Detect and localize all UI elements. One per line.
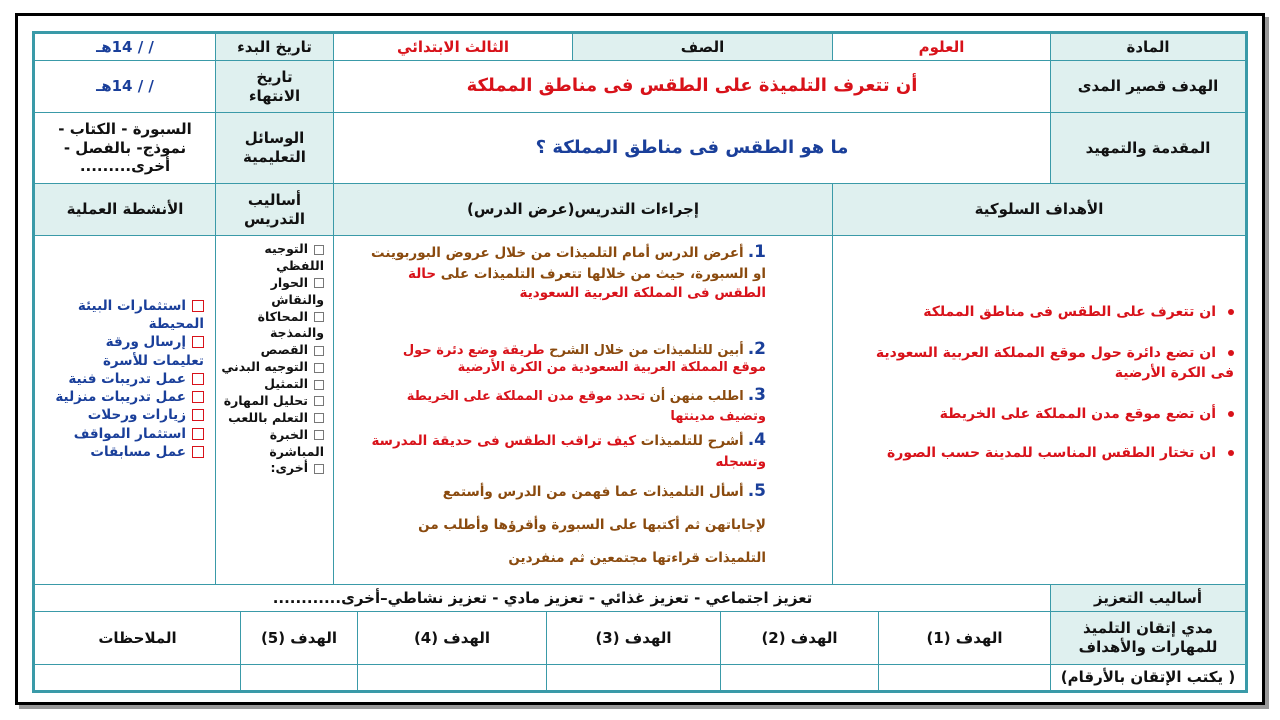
checkbox-icon[interactable] xyxy=(192,446,204,458)
bullet-icon xyxy=(1228,411,1234,417)
bullet-icon xyxy=(1228,450,1234,456)
checkbox-icon[interactable] xyxy=(314,396,324,406)
behavioral-goal: أن تضع موقع مدن المملكة على الخريطة xyxy=(854,405,1234,425)
bullet-icon xyxy=(1228,350,1234,356)
objective-value: أن تتعرف التلميذة على الطقس فى مناطق المملكة xyxy=(333,60,1051,113)
procedure-step-5-line-3: التلميذات قراءتها مجتمعين ثم منفردين xyxy=(508,550,766,566)
aids-value: السبورة - الكتاب - نموذج- بالفصل - أخرى......... xyxy=(34,112,216,184)
reinforcement-value: تعزيز اجتماعي - تعزيز غذائي - تعزيز مادي - تعزيز نشاطي–أخرى............ xyxy=(34,584,1051,612)
activity-item[interactable]: إرسال ورقة تعليمات للأسرة xyxy=(102,334,204,369)
method-item[interactable]: القصص xyxy=(220,342,324,359)
goal-3-header: الهدف (3) xyxy=(546,611,721,665)
activity-item[interactable]: عمل تدريبات فنية xyxy=(54,370,204,388)
checkbox-icon[interactable] xyxy=(192,409,204,421)
checkbox-icon[interactable] xyxy=(192,391,204,403)
method-item[interactable]: التمثيل xyxy=(220,376,324,393)
checkbox-icon[interactable] xyxy=(192,373,204,385)
method-item[interactable]: تحليل المهارة xyxy=(220,393,324,410)
goal-2-value[interactable] xyxy=(720,664,879,691)
method-item[interactable]: أخرى: xyxy=(220,460,324,477)
grade-label: الصف xyxy=(572,33,833,61)
behavioral-goal: ان تختار الطقس المناسب للمدينة حسب الصورة xyxy=(854,444,1234,464)
subject-label: المادة xyxy=(1050,33,1246,61)
goal-2-header: الهدف (2) xyxy=(720,611,879,665)
checkbox-icon[interactable] xyxy=(314,464,324,474)
checkbox-icon[interactable] xyxy=(314,380,324,390)
procedure-step-3: 3.اطلب منهن أن تحدد موقع مدن المملكة على الخريطة وتضيف مدينتها xyxy=(406,385,766,424)
procedure-step-5: 5.أسأل التلميذات عما فهمن من الدرس وأستمع xyxy=(442,481,766,501)
bullet-icon xyxy=(1228,309,1234,315)
method-item[interactable]: التوجيه البدني xyxy=(220,359,324,376)
reinforcement-label: أساليب التعزيز xyxy=(1050,584,1246,612)
objective-label: الهدف قصير المدى xyxy=(1050,60,1246,113)
subject-value: العلوم xyxy=(832,33,1051,61)
checkbox-icon[interactable] xyxy=(314,346,324,356)
procedure-step-1: 1.أعرض الدرس أمام التلميذات من خلال عروض البوربوينت او السبورة، حيث من خلالها تتعرف التلميذات على حالة الطقس فى المملكة العربية السعودية xyxy=(371,242,766,302)
end-date-value: / / 14هـ xyxy=(34,60,216,113)
checkbox-icon[interactable] xyxy=(192,428,204,440)
method-item[interactable]: المحاكاة والنمذجة xyxy=(257,308,324,341)
goal-5-header: الهدف (5) xyxy=(240,611,358,665)
notes-header: الملاحظات xyxy=(34,611,241,665)
start-date-label: تاريخ البدء xyxy=(215,33,334,61)
goal-5-value[interactable] xyxy=(240,664,358,691)
activities-list xyxy=(54,297,204,461)
checkbox-icon[interactable] xyxy=(314,312,324,322)
method-item[interactable]: التوجيه اللفظي xyxy=(264,241,324,273)
method-item[interactable]: الخبرة المباشرة xyxy=(269,426,324,459)
goal-4-value[interactable] xyxy=(357,664,547,691)
goal-1-header: الهدف (1) xyxy=(878,611,1051,665)
activities-header: الأنشطة العملية xyxy=(34,183,216,236)
notes-value[interactable] xyxy=(34,664,241,691)
aids-label: الوسائل التعليمية xyxy=(215,112,334,184)
activity-item[interactable]: استثمار المواقف xyxy=(54,425,204,443)
activity-item[interactable]: استثمارات البيئة المحيطة xyxy=(77,298,204,333)
goal-1-value[interactable] xyxy=(878,664,1051,691)
procedure-step-2: 2.أبين للتلميذات من خلال الشرح طريقة وضع دئرة حول موقع المملكة العربية السعودية من الكرة الأرضية xyxy=(402,339,766,376)
method-item[interactable]: الحوار والنقاش xyxy=(270,274,324,307)
checkbox-icon[interactable] xyxy=(314,363,324,373)
checkbox-icon[interactable] xyxy=(192,336,204,348)
mastery-note: ( يكتب الإتقان بالأرقام) xyxy=(1050,664,1246,691)
checkbox-icon[interactable] xyxy=(314,278,324,288)
goal-4-header: الهدف (4) xyxy=(357,611,547,665)
procedure-step-4: 4.أشرح للتلميذات كيف تراقب الطقس فى حديقة المدرسة وتسجله xyxy=(371,430,766,470)
activity-item[interactable]: عمل تدريبات منزلية xyxy=(54,388,204,406)
behavioral-goal: ان تضع دائرة حول موقع المملكة العربية السعودية فى الكرة الأرضية xyxy=(875,345,1234,381)
checkbox-icon[interactable] xyxy=(314,430,324,440)
grade-value: الثالث الابتدائي xyxy=(333,33,573,61)
procedure-step-5-line-2: لإجاباتهن ثم أكتبها على السبورة وأقرؤها وأطلب من xyxy=(418,517,766,533)
activity-item[interactable]: عمل مسابقات xyxy=(54,443,204,461)
behavioral-goals-header: الأهداف السلوكية xyxy=(832,183,1246,236)
methods-header: أساليب التدريس xyxy=(215,183,334,236)
behavioral-goal: ان تتعرف على الطقس فى مناطق المملكة xyxy=(854,303,1234,323)
activity-item[interactable]: زيارات ورحلات xyxy=(54,406,204,424)
mastery-label: مدي إتقان التلميذ للمهارات والأهداف xyxy=(1050,611,1246,665)
methods-list xyxy=(220,241,324,477)
checkbox-icon[interactable] xyxy=(314,413,324,423)
start-date-value: / / 14هـ xyxy=(34,33,216,61)
intro-value: ما هو الطقس فى مناطق المملكة ؟ xyxy=(333,112,1051,184)
checkbox-icon[interactable] xyxy=(314,245,324,255)
goal-3-value[interactable] xyxy=(546,664,721,691)
end-date-label: تاريخ الانتهاء xyxy=(215,60,334,113)
checkbox-icon[interactable] xyxy=(192,300,204,312)
method-item[interactable]: التعلم باللعب xyxy=(220,410,324,427)
procedures-header: إجراءات التدريس(عرض الدرس) xyxy=(333,183,833,236)
intro-label: المقدمة والتمهيد xyxy=(1050,112,1246,184)
